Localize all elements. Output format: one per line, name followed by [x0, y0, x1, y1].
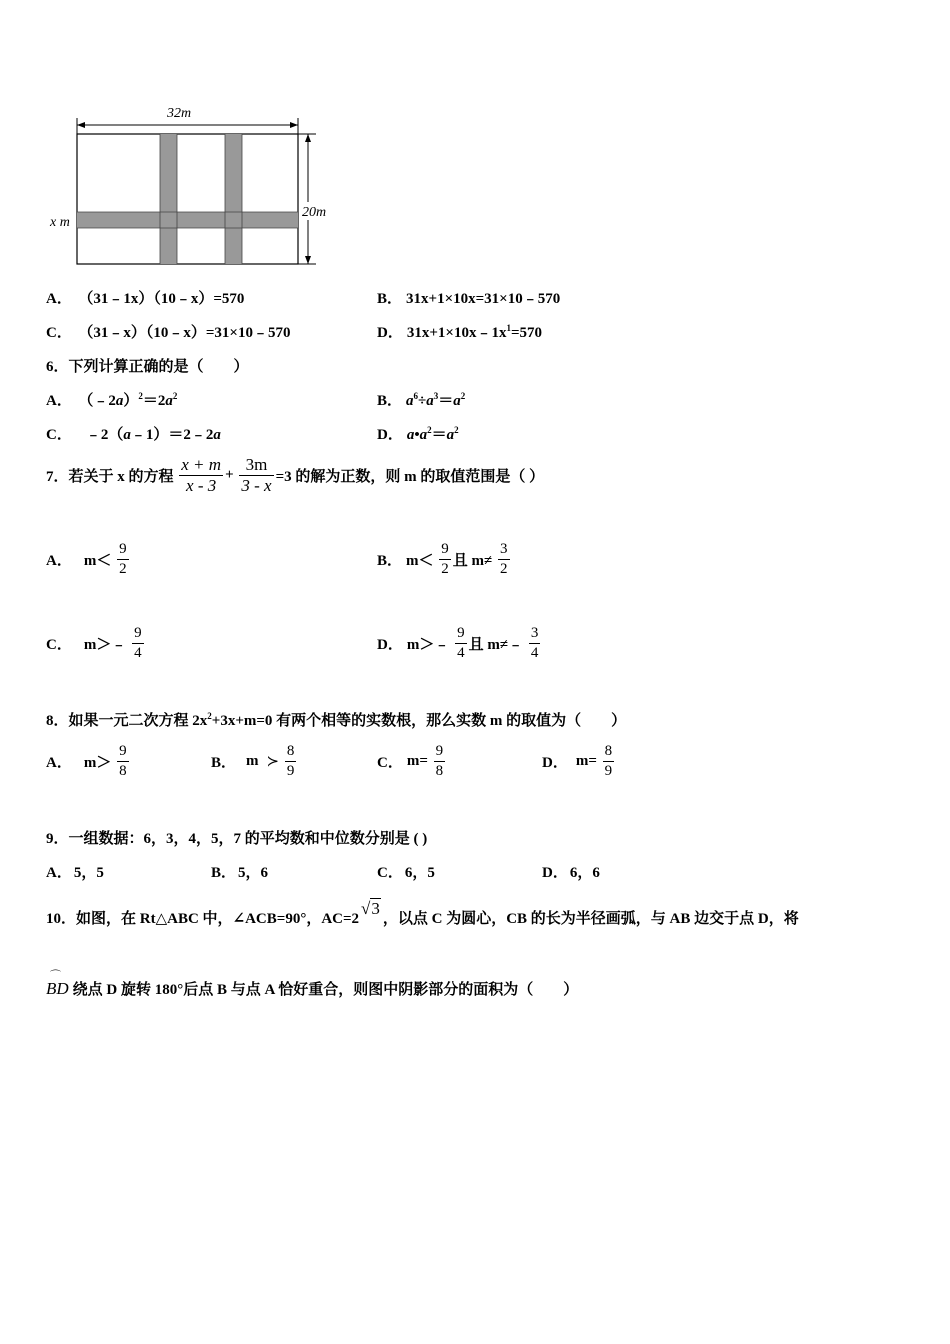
- q6-stem: 6．下列计算正确的是（ ）: [46, 359, 249, 375]
- q7-option-b: B． m＜ $\frac{9}{2}$ 且 m≠ $\frac{3}{2}$: [377, 541, 508, 577]
- q10-line-2: ⌒ BD 绕点 D 旋转 180°后点 B 与点 A 恰好重合，则图中阴影部分的面积为（ ）: [46, 970, 579, 998]
- vertical-road-1: [160, 134, 177, 264]
- width-arrow-right: [290, 122, 298, 128]
- q9-option-a: A． 5，5: [46, 865, 104, 881]
- height-arrow-bottom: [305, 256, 311, 264]
- q6-option-b: B． $a^6\div a^3=a^2$: [377, 391, 466, 409]
- q5-option-c: C． （31﹣x）（10﹣x）=31×10﹣570: [46, 325, 291, 341]
- q9-option-d: D． 6，6: [542, 865, 600, 881]
- sqrt-three: √3: [361, 899, 380, 918]
- height-arrow-top: [305, 134, 311, 142]
- road-width-label: x m: [50, 215, 70, 230]
- arc-bd-symbol: ⌒ BD: [46, 970, 69, 998]
- q6-option-c: C． ﹣2（a﹣1）＝2﹣2a: [46, 427, 221, 443]
- q5-option-d: D． $31x+1\times 10x﹣1x^1=570$: [377, 323, 543, 341]
- q9-option-c: C． 6，5: [377, 865, 435, 881]
- field-roads-figure: [40, 98, 340, 273]
- q8-option-d: D． m= $\frac{8}{9}$: [542, 743, 613, 779]
- field-rectangle: [77, 134, 298, 264]
- vertical-road-2: [225, 134, 242, 264]
- height-label: 20m: [302, 205, 327, 220]
- width-arrow-left: [77, 122, 85, 128]
- q7-stem: 7．若关于 x 的方程 $\frac{x + m}{x - 3}$ + $\frac{3m}{3 - x}$ =3 的解为正数，则 m 的取值范围是（ ）: [46, 455, 545, 495]
- q8-option-c: C． m= $\frac{9}{8}$: [377, 743, 444, 779]
- q9-stem: 9．一组数据：6，3，4，5，7 的平均数和中位数分别是 ( ): [46, 831, 428, 847]
- q10-line-1: 10．如图，在 Rt△ABC 中，∠ACB=90°，AC=2√3，以点 C 为圆心，CB 的长为半径画弧，与 AB 边交于点 D，将: [46, 899, 799, 927]
- q7-option-d: D． m＞﹣ $\frac{9}{4}$ 且 m≠﹣ $\frac{3}{4}$: [377, 625, 539, 661]
- q8-option-a: A． m＞ $\frac{9}{8}$: [46, 743, 127, 779]
- q5-option-b: B． 31x+1×10x=31×10﹣570: [377, 291, 561, 307]
- q7-fraction-1: $\frac{x + m}{x - 3}$: [181, 455, 222, 495]
- q6-option-d: D． $a•a^2=a^2$: [377, 425, 459, 443]
- q5-option-a: A． （31﹣1x）（10﹣x）=570: [46, 291, 245, 307]
- horizontal-road: [77, 212, 298, 228]
- q7-option-a: A． m＜ $\frac{9}{2}$: [46, 541, 127, 577]
- width-label: 32m: [167, 106, 192, 121]
- q8-option-b: B． m ≻ $\frac{8}{9}$: [211, 743, 295, 779]
- q9-option-b: B． 5，6: [211, 865, 269, 881]
- q7-option-c: C． m＞﹣ $\frac{9}{4}$: [46, 625, 142, 661]
- q7-fraction-2: $\frac{3m}{3 - x}$: [241, 455, 272, 495]
- q6-option-a: A． $(﹣2a)^2=2a^2$: [46, 391, 178, 409]
- q8-stem: 8．如果一元二次方程 $2x^2+3x+m=0$ 有两个相等的实数根，那么实数 m 的取值为（ ）: [46, 711, 627, 729]
